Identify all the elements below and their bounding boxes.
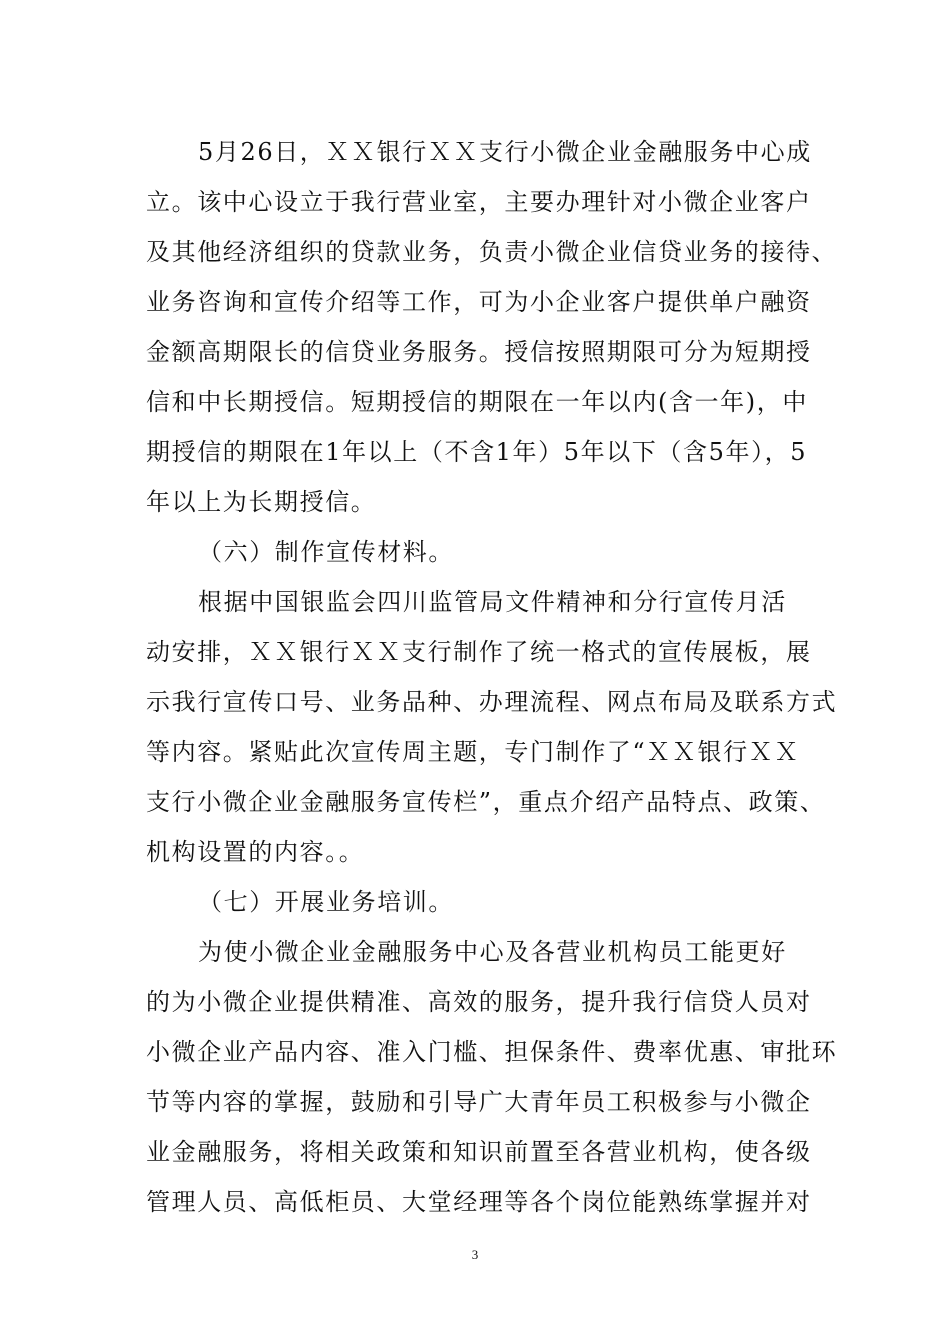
text-line: 为使小微企业金融服务中心及各营业机构员工能更好 — [198, 938, 787, 966]
text-line: 期授信的期限在1年以上（不含1年）5年以下（含5年），5 — [146, 438, 808, 466]
section-heading: （七）开展业务培训。 — [198, 888, 454, 916]
text-line: 机构设置的内容。。 — [146, 838, 365, 866]
text-line: 业金融服务，将相关政策和知识前置至各营业机构，使各级 — [146, 1138, 812, 1166]
text-line: 金额高期限长的信贷业务服务。授信按照期限可分为短期授 — [146, 338, 812, 366]
text-line: 根据中国银监会四川监管局文件精神和分行宣传月活 — [198, 588, 787, 616]
text-line: 小微企业产品内容、准入门槛、担保条件、费率优惠、审批环 — [146, 1038, 838, 1066]
page-number: 3 — [471, 1247, 479, 1262]
text-line: 及其他经济组织的贷款业务，负责小微企业信贷业务的接待、 — [146, 238, 838, 266]
text-line: 5月26日，ＸＸ银行ＸＸ支行小微企业金融服务中心成 — [198, 138, 812, 166]
text-line: 业务咨询和宣传介绍等工作，可为小企业客户提供单户融资 — [146, 288, 812, 316]
text-line: 年以上为长期授信。 — [146, 488, 377, 516]
text-line: 动安排，ＸＸ银行ＸＸ支行制作了统一格式的宣传展板，展 — [146, 638, 812, 666]
text-line: 节等内容的掌握，鼓励和引导广大青年员工积极参与小微企 — [146, 1088, 812, 1116]
text-line: 信和中长期授信。短期授信的期限在一年以内(含一年)，中 — [146, 388, 808, 416]
text-line: 立。该中心设立于我行营业室，主要办理针对小微企业客户 — [146, 188, 812, 216]
text-line: 等内容。紧贴此次宣传周主题，专门制作了“ＸＸ银行ＸＸ — [146, 738, 800, 766]
text-line: 示我行宣传口号、业务品种、办理流程、网点布局及联系方式 — [146, 688, 838, 716]
text-line: 管理人员、高低柜员、大堂经理等各个岗位能熟练掌握并对 — [146, 1188, 812, 1216]
text-line: 的为小微企业提供精准、高效的服务，提升我行信贷人员对 — [146, 988, 812, 1016]
text-line: 支行小微企业金融服务宣传栏”，重点介绍产品特点、政策、 — [146, 788, 826, 816]
section-heading: （六）制作宣传材料。 — [198, 538, 454, 566]
